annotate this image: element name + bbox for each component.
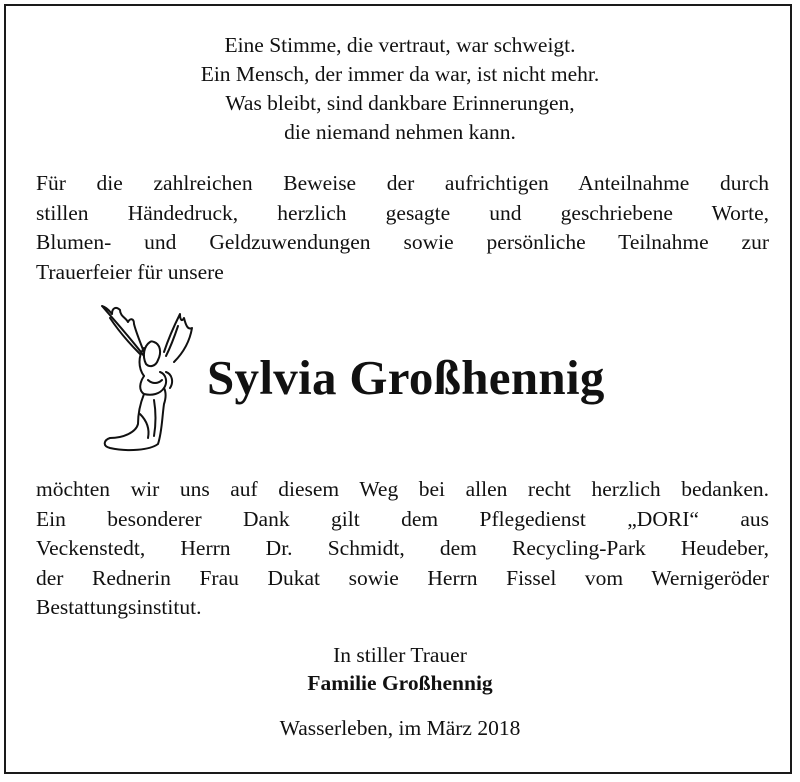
poem-line: Eine Stimme, die vertraut, war schweigt.: [224, 33, 576, 57]
mourning-line: In stiller Trauer: [333, 643, 467, 667]
intro-line: Blumen- und Geldzuwendungen sowie persönliche Teilnahme zur: [36, 230, 769, 254]
thanks-paragraph: [36, 475, 769, 623]
intro-line: Für die zahlreichen Beweise der aufrichtigen Anteilnahme durch: [36, 171, 769, 195]
thanks-line: Veckenstedt, Herrn Dr. Schmidt, dem Recycling-Park Heudeber,: [36, 536, 769, 560]
poem-line: Was bleibt, sind dankbare Erinnerungen,: [225, 91, 575, 115]
thanks-line: Bestattungsinstitut.: [36, 595, 202, 619]
thanks-line: der Rednerin Frau Dukat sowie Herrn Fissel vom Wernigeröder: [36, 565, 769, 590]
intro-line: stillen Händedruck, herzlich gesagte und geschriebene Worte,: [36, 200, 769, 225]
memorial-poem: [0, 31, 800, 147]
poem-line: die niemand nehmen kann.: [284, 120, 516, 144]
family-signature: Familie Großhennig: [307, 671, 493, 695]
place-date: Wasserleben, im März 2018: [279, 716, 521, 740]
poem-line: Ein Mensch, der immer da war, ist nicht mehr.: [200, 62, 600, 86]
deceased-name: Sylvia Großhennig: [207, 350, 605, 405]
intro-line: Trauerfeier für unsere: [36, 259, 224, 284]
thanks-line: Ein besonderer Dank gilt dem Pflegedienst „DORI“ aus: [36, 506, 769, 531]
intro-paragraph: [36, 169, 769, 287]
angel-icon: [88, 296, 200, 456]
thanks-line: möchten wir uns auf diesem Weg bei allen recht herzlich bedanken.: [36, 477, 769, 501]
